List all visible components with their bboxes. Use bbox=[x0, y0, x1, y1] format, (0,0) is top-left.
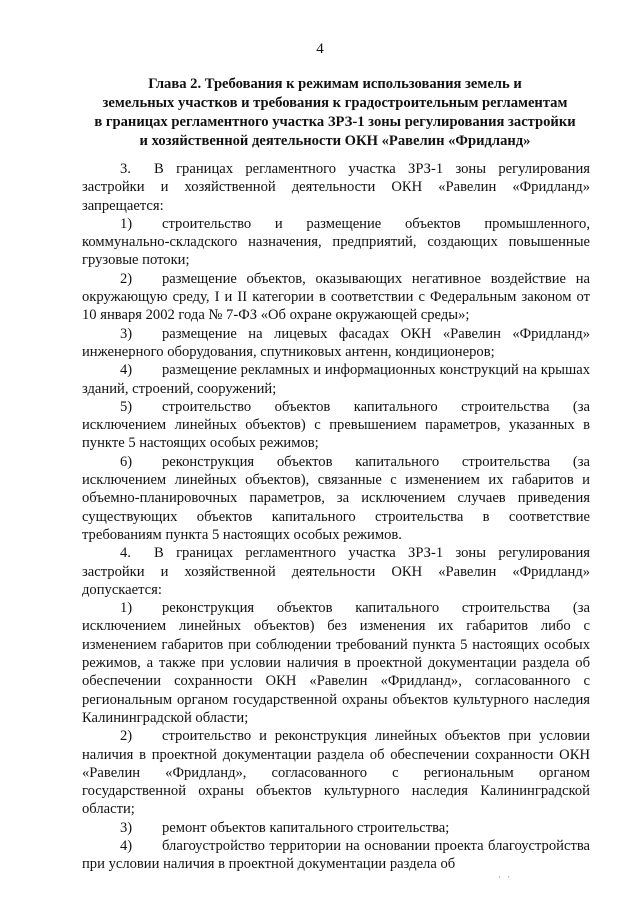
list-item bbox=[82, 453, 590, 544]
item-number: 4) bbox=[120, 362, 133, 379]
list-item bbox=[82, 325, 590, 362]
chapter-heading bbox=[80, 75, 590, 151]
list-item bbox=[82, 727, 590, 818]
heading-line: и хозяйственной деятельности ОКН «Равелин «Фридланд» bbox=[139, 133, 531, 149]
item-number: 3) bbox=[120, 819, 133, 836]
item-number: 6) bbox=[120, 453, 133, 470]
section-text: В границах регламентного участка ЗРЗ-1 зоны регулирования застройки и хозяйственной деятельности ОКН «Равелин «Фридланд» допускается: bbox=[82, 545, 590, 598]
list-item bbox=[82, 398, 590, 453]
item-number: 2) bbox=[120, 728, 133, 745]
item-text: реконструкция объектов капитального строительства (за исключением линейных объектов), связанные с изменением их габаритов и объемно-планировочных параметров, за исключением случаев приведения существующих объектов капитального строительства в соответствие требованиям пункта 5 настоящих особых режимов. bbox=[82, 453, 590, 543]
list-item bbox=[82, 215, 590, 270]
item-text: размещение рекламных и информационных конструкций на крышах зданий, строений, сооружений; bbox=[82, 362, 590, 397]
list-item bbox=[82, 837, 590, 874]
item-text: благоустройство территории на основании проекта благоустройства при условии наличия в проектной документации раздела об bbox=[82, 837, 590, 873]
item-number: 4) bbox=[120, 837, 133, 854]
item-number: 2) bbox=[120, 270, 133, 287]
heading-line: Глава 2. Требования к режимам использования земель и bbox=[148, 76, 522, 92]
item-text: строительство и реконструкция линейных объектов при условии наличия в проектной документации раздела об обеспечении сохранности ОКН «Равелин «Фридланд», согласованного с региональным органом государственной охраны объектов культурного наследия Калининградской области; bbox=[82, 728, 590, 818]
page-number: 4 bbox=[316, 41, 324, 57]
item-text: размещение на лицевых фасадах ОКН «Равелин «Фридланд» инженерного оборудования, спутниковых антенн, кондиционеров; bbox=[82, 325, 590, 360]
list-item bbox=[82, 361, 590, 398]
list-item bbox=[82, 270, 590, 325]
item-text: ремонт объектов капитального строительства; bbox=[162, 819, 450, 836]
document-body bbox=[82, 160, 590, 874]
item-number: 1) bbox=[120, 600, 133, 617]
item-number: 3) bbox=[120, 325, 133, 342]
item-text: реконструкция объектов капитального строительства (за исключением линейных объектов) без изменения их габаритов либо с изменением габаритов при соблюдении требований пункта 5 настоящих особых режимов, а также при условии наличия в проектной документации раздела об обеспечении сохранности ОКН «Равелин «Фридланд», согласованного с региональным органом государственной охраны объектов культурного наследия Калининградской области; bbox=[82, 600, 590, 726]
section-paragraph bbox=[82, 544, 590, 599]
scan-artifact: · · bbox=[498, 872, 513, 882]
section-paragraph bbox=[82, 160, 590, 215]
heading-line: земельных участков и требования к градостроительным регламентам bbox=[102, 95, 568, 111]
list-item bbox=[82, 599, 590, 727]
list-item bbox=[82, 819, 590, 837]
item-number: 5) bbox=[120, 398, 133, 415]
section-number: 3. bbox=[120, 161, 131, 177]
item-text: строительство и размещение объектов промышленного, коммунально-складского назначения, предприятий, создающих повышенные грузовые потоки; bbox=[82, 215, 590, 269]
section-number: 4. bbox=[120, 545, 131, 562]
item-text: строительство объектов капитального строительства (за исключением линейных объектов) с превышением параметров, указанных в пункте 5 настоящих особых режимов; bbox=[82, 398, 590, 452]
item-number: 1) bbox=[120, 215, 133, 232]
heading-line: в границах регламентного участка ЗРЗ-1 зоны регулирования застройки bbox=[94, 114, 576, 130]
item-text: размещение объектов, оказывающих негативное воздействие на окружающую среду, I и II категории в соответствии с Федеральным законом от 10 января 2002 года № 7-ФЗ «Об охране окружающей среды»; bbox=[82, 270, 590, 324]
section-text: В границах регламентного участка ЗРЗ-1 зоны регулирования застройки и хозяйственной деятельности ОКН «Равелин «Фридланд» запрещается: bbox=[82, 161, 590, 214]
